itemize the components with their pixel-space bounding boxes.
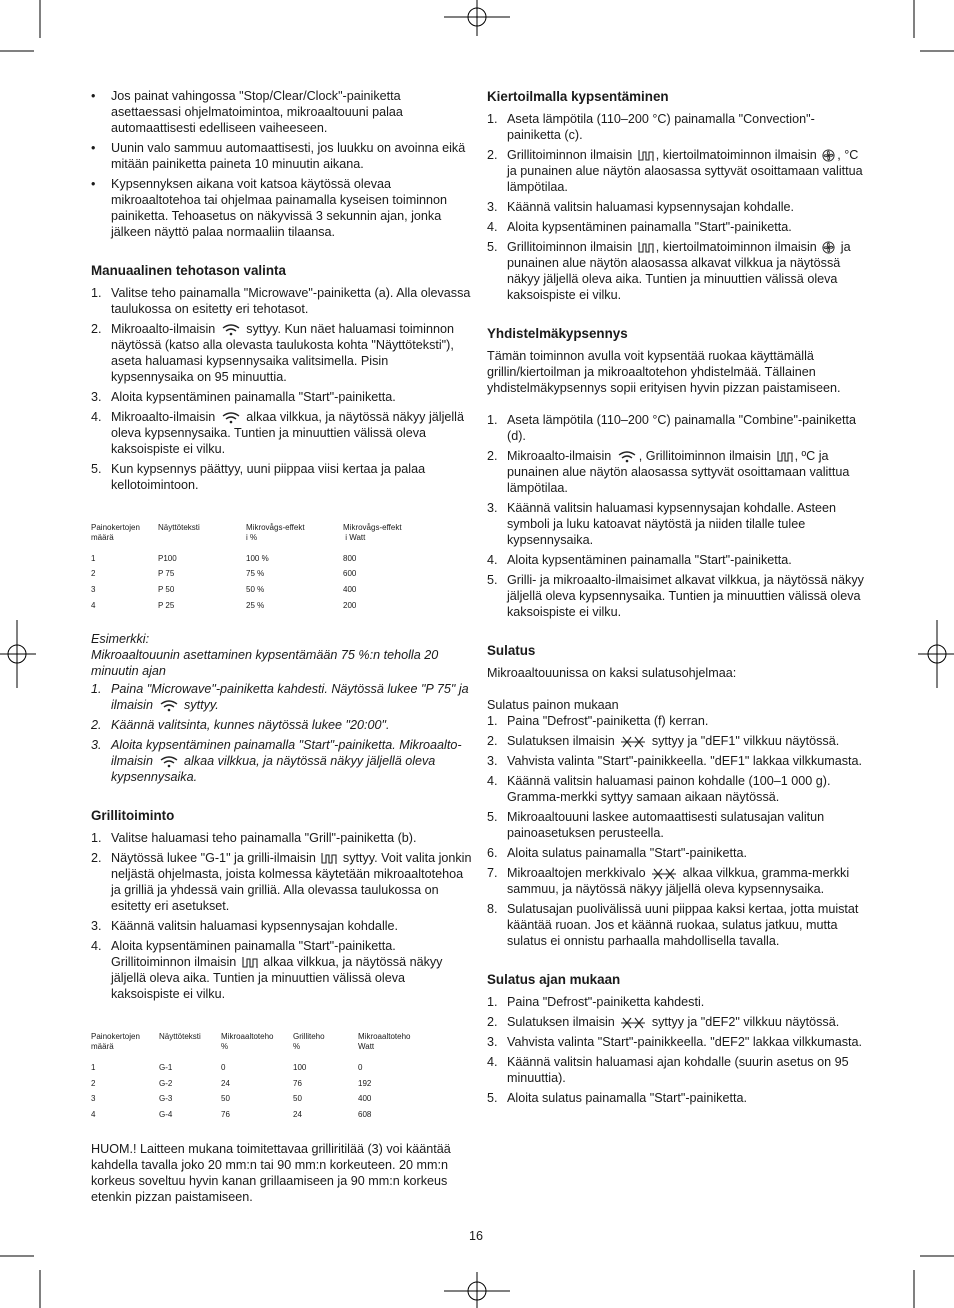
section-heading-manual: Manuaalinen tehotason valinta bbox=[91, 263, 286, 278]
table-row: 4 P 25 25 % 200 bbox=[91, 600, 357, 610]
list-item: 1. Valitse teho painamalla "Microwave"-painiketta (a). Alla olevassa taulukossa on esitetty eri tehotasot. bbox=[91, 286, 471, 316]
fan-icon bbox=[822, 149, 835, 162]
section-heading-timedefrost: Sulatus ajan mukaan bbox=[487, 972, 621, 987]
list-item: • Uunin valo sammuu automaattisesti, jos luukku on avoinna eikä mitään painiketta paineta 10 minuutin aikana. bbox=[91, 140, 473, 172]
example-block bbox=[91, 631, 473, 785]
section-heading-defrost: Sulatus bbox=[487, 643, 536, 658]
page-number: 16 bbox=[469, 1229, 484, 1243]
section-heading-grill: Grillitoiminto bbox=[91, 808, 175, 824]
table-header: Painokertojen määrä bbox=[91, 1032, 140, 1052]
table-header: Mikrovågs-effekt i % bbox=[246, 523, 305, 542]
table-header-row bbox=[91, 523, 423, 551]
grill-icon bbox=[242, 956, 258, 969]
list-item: 3. Käännä valitsin haluamasi kypsennysajan kohdalle. bbox=[487, 200, 795, 214]
right-column bbox=[487, 88, 864, 1110]
defrost-steps bbox=[487, 713, 864, 949]
grill-steps bbox=[91, 830, 473, 1002]
timedefrost-steps bbox=[487, 994, 864, 1106]
manual-steps bbox=[91, 285, 473, 493]
grill-icon bbox=[321, 852, 337, 865]
list-item: 4. Käännä valitsin haluamasi painon kohdalle (100–1 000 g). Gramma-merkki syttyy samaan aikaan näytössä. bbox=[487, 774, 831, 804]
fan-icon bbox=[822, 241, 835, 254]
list-item: 1. Paina "Microwave"-painiketta kahdesti. Näytössä lukee "P 75" ja ilmaisin syttyy. bbox=[91, 682, 469, 713]
example-steps bbox=[91, 681, 473, 785]
list-item: 2. Käännä valitsinta, kunnes näytössä lukee "20:00". bbox=[91, 718, 390, 733]
microwave-icon bbox=[221, 412, 241, 424]
list-item: 2. Grillitoiminnon ilmaisin , kiertoilmatoiminnon ilmaisin , °C ja punainen alue näytön alaosassa syttyvät osoittamaan valittua lämpötilaa. bbox=[487, 148, 863, 194]
grill-icon bbox=[638, 149, 654, 162]
grill-icon bbox=[777, 450, 793, 463]
list-item: 3. Käännä valitsin haluamasi kypsennysajan kohdalle. bbox=[91, 919, 399, 934]
list-item: 5. Grillitoiminnon ilmaisin , kiertoilmatoiminnon ilmaisin ja punainen alue näytön alaosassa alkavat vilkkua ja näytössä näkyy jäljellä oleva aika. Tuntien ja minuuttien välissä oleva kaksoispiste ei vilku. bbox=[487, 240, 851, 302]
defrost-intro: Mikroaaltouunissa on kaksi sulatusohjelmaa: bbox=[487, 666, 737, 680]
list-item: • Jos painat vahingossa "Stop/Clear/Clock"-painiketta asettaessasi ohjelmatoimintoa, mikroaaltouuni palaa automaattisesti edelliseen vaiheeseen. bbox=[91, 88, 473, 136]
example-intro: Mikroaaltouunin asettaminen kypsentämään 75 %:n teholla 20 minuutin ajan bbox=[91, 648, 439, 679]
microwave-icon bbox=[159, 756, 179, 768]
microwave-icon bbox=[617, 451, 637, 463]
table-header: Grilliteho % bbox=[293, 1032, 325, 1052]
list-item: 4. Aloita kypsentäminen painamalla "Start"-painiketta. Grillitoiminnon ilmaisin alkaa vilkkua, ja näytössä näkyy jäljellä oleva aika. Tuntien ja minuuttien välissä oleva kaksoispiste ei vilku. bbox=[91, 939, 443, 1002]
list-item: 8. Sulatusajan puolivälissä uuni piippaa kaksi kertaa, jotta muistat kääntää ruoan. Jos et käännä ruokaa, sulatus jatkuu, mutta sulatus ei onnistu parhaalla mahdollisella tavalla. bbox=[487, 902, 859, 948]
intro-bullets bbox=[91, 88, 473, 240]
defrost-icon bbox=[620, 736, 646, 748]
table-row: 1 P100 100 % 800 bbox=[91, 553, 357, 563]
list-item: 1. Aseta lämpötila (110–200 °C) painamalla "Combine"-painiketta (d). bbox=[487, 413, 857, 443]
grill-table bbox=[91, 1032, 428, 1122]
example-label: Esimerkki: bbox=[91, 632, 150, 647]
list-item: 4. Aloita kypsentäminen painamalla "Start"-painiketta. bbox=[487, 220, 792, 234]
note-paragraph: HUOM.! Laitteen mukana toimitettavaa grilliritilää (3) voi kääntää kahdella tavalla joko 20 mm:n tai 90 mm:n korkeuteen. 20 mm:n korkeus soveltuu hyvin kanan grillaamiseen ja 90 mm:n korkeus etenkin pizzan paistamiseen. bbox=[91, 1141, 451, 1204]
list-item: 1. Paina "Defrost"-painiketta (f) kerran. bbox=[487, 714, 709, 728]
list-item: 7. Mikroaaltojen merkkivalo alkaa vilkkua, gramma-merkki sammuu, ja näytössä näkyy jäljellä oleva kypsennysaika. bbox=[487, 866, 850, 896]
section-heading-convection: Kiertoilmalla kypsentäminen bbox=[487, 89, 669, 104]
list-item: 5. Mikroaaltouuni laskee automaattisesti sulatusajan valitun painoasetuksen perusteella. bbox=[487, 810, 825, 840]
table-header: Näyttöteksti bbox=[158, 523, 200, 532]
list-item: 4. Käännä valitsin haluamasi ajan kohdalle (suurin asetus on 95 minuuttia). bbox=[487, 1055, 849, 1085]
defrost-icon bbox=[620, 1017, 646, 1029]
table-row: 3 P 50 50 % 400 bbox=[91, 584, 357, 594]
list-item: 2. Näytössä lukee "G-1" ja grilli-ilmaisin syttyy. Voit valita jonkin neljästä ohjelmasta, joista kolmessa käytetään mikroaaltotehoa ja grilliä ja yhdessä vain grilliä. Alla olevassa taulukossa on esitetty eri asetukset. bbox=[91, 851, 472, 914]
list-item: 3. Vahvista valinta "Start"-painikkeella. "dEF1" lakkaa vilkkumasta. bbox=[487, 754, 863, 768]
list-item: 3. Vahvista valinta "Start"-painikkeella. "dEF2" lakkaa vilkkumasta. bbox=[487, 1035, 863, 1049]
table-row: 4 G-4 76 24 608 bbox=[91, 1109, 372, 1119]
combi-steps bbox=[487, 412, 864, 620]
table-header: Mikrovågs-effekt i Watt bbox=[343, 523, 402, 542]
combi-intro: Tämän toiminnon avulla voit kypsentää ruokaa käyttämällä grillin/kiertoilman ja mikroaaltotehon yhdistelmää. Tällainen yhdistelmäkypsennys sopii erityisen hyvin pizzan paistamiseen. bbox=[487, 349, 841, 395]
table-row: 3 G-3 50 50 400 bbox=[91, 1094, 372, 1104]
list-item: 1. Paina "Defrost"-painiketta kahdesti. bbox=[487, 995, 705, 1009]
microwave-icon bbox=[221, 324, 241, 336]
table-row: 2 G-2 24 76 192 bbox=[91, 1078, 372, 1088]
defrost-subheading: Sulatus painon mukaan bbox=[487, 698, 619, 712]
list-item: 5. Grilli- ja mikroaalto-ilmaisimet alkavat vilkkua, ja näytössä näkyy jäljellä oleva kypsennysaika. Tuntien ja minuuttien välissä oleva kaksoispiste ei vilku. bbox=[487, 573, 864, 619]
grill-icon bbox=[638, 241, 654, 254]
list-item: 2. Mikroaalto-ilmaisin , Grillitoiminnon ilmaisin , ºC ja punainen alue näytön alaosassa syttyvät osoittamaan valittua lämpötilaa. bbox=[487, 449, 850, 495]
list-item: 4. Aloita kypsentäminen painamalla "Start"-painiketta. bbox=[487, 553, 792, 567]
list-item: 5. Kun kypsennys päättyy, uuni piippaa viisi kertaa ja palaa kellotoimintoon. bbox=[91, 462, 426, 492]
section-heading-combi: Yhdistelmäkypsennys bbox=[487, 326, 628, 341]
table-row: 1 G-1 0 100 0 bbox=[91, 1063, 363, 1073]
list-item: 1. Valitse haluamasi teho painamalla "Grill"-painiketta (b). bbox=[91, 831, 417, 846]
list-item: 5. Aloita sulatus painamalla "Start"-painiketta. bbox=[487, 1091, 747, 1105]
table-row: 2 P 75 75 % 600 bbox=[91, 569, 357, 579]
table-header: Painokertojen määrä bbox=[91, 523, 140, 542]
list-item: 4. Mikroaalto-ilmaisin alkaa vilkkua, ja näytössä näkyy jäljellä oleva kypsennysaika. Tuntien ja minuuttien välissä oleva kaksoispiste ei vilku. bbox=[91, 410, 464, 456]
table-header: Mikroaaltoteho % bbox=[221, 1032, 274, 1052]
left-column bbox=[91, 88, 473, 1205]
defrost-icon bbox=[651, 868, 677, 880]
microwave-icon bbox=[159, 700, 179, 712]
table-header: Mikroaaltoteho Watt bbox=[358, 1032, 411, 1052]
list-item: 2. Sulatuksen ilmaisin syttyy ja "dEF2" vilkkuu näytössä. bbox=[487, 1015, 840, 1029]
table-header: Näyttöteksti bbox=[159, 1032, 201, 1042]
list-item: 1. Aseta lämpötila (110–200 °C) painamalla "Convection"-painiketta (c). bbox=[487, 112, 815, 142]
list-item: 3. Käännä valitsin haluamasi kypsennysajan kohdalle. Asteen symboli ja luku katoavat näytöstä ja niiden tilalle tulee kypsennysaika. bbox=[487, 501, 837, 547]
list-item: 2. Sulatuksen ilmaisin syttyy ja "dEF1" vilkkuu näytössä. bbox=[487, 734, 840, 748]
list-item: 3. Aloita kypsentäminen painamalla "Start"-painiketta. Mikroaalto-ilmaisin alkaa vilkkua, ja näytössä näkyy jäljellä oleva kypsennysaika. bbox=[91, 738, 462, 785]
power-table bbox=[91, 523, 423, 613]
convection-steps bbox=[487, 111, 864, 303]
table-header-row bbox=[91, 1032, 428, 1060]
list-item: 6. Aloita sulatus painamalla "Start"-painiketta. bbox=[487, 846, 747, 860]
list-item: 2. Mikroaalto-ilmaisin syttyy. Kun näet haluamasi toiminnon näytössä (katso alla olevasta taulukosta kohta "Näyttöteksti"), aseta haluamasi kypsennysaika valitsimella. Pisin kypsennysaika on 95 minuuttia. bbox=[91, 322, 454, 384]
list-item: • Kypsennyksen aikana voit katsoa käytössä olevaa mikroaaltotehoa tai ohjelmaa painamalla kyseisen toiminnon painiketta. Tehoasetus on näkyvissä 3 sekunnin ajan, jonka jälkeen näyttö palaa normaaliin tilaansa. bbox=[91, 176, 473, 240]
list-item: 3. Aloita kypsentäminen painamalla "Start"-painiketta. bbox=[91, 390, 396, 404]
